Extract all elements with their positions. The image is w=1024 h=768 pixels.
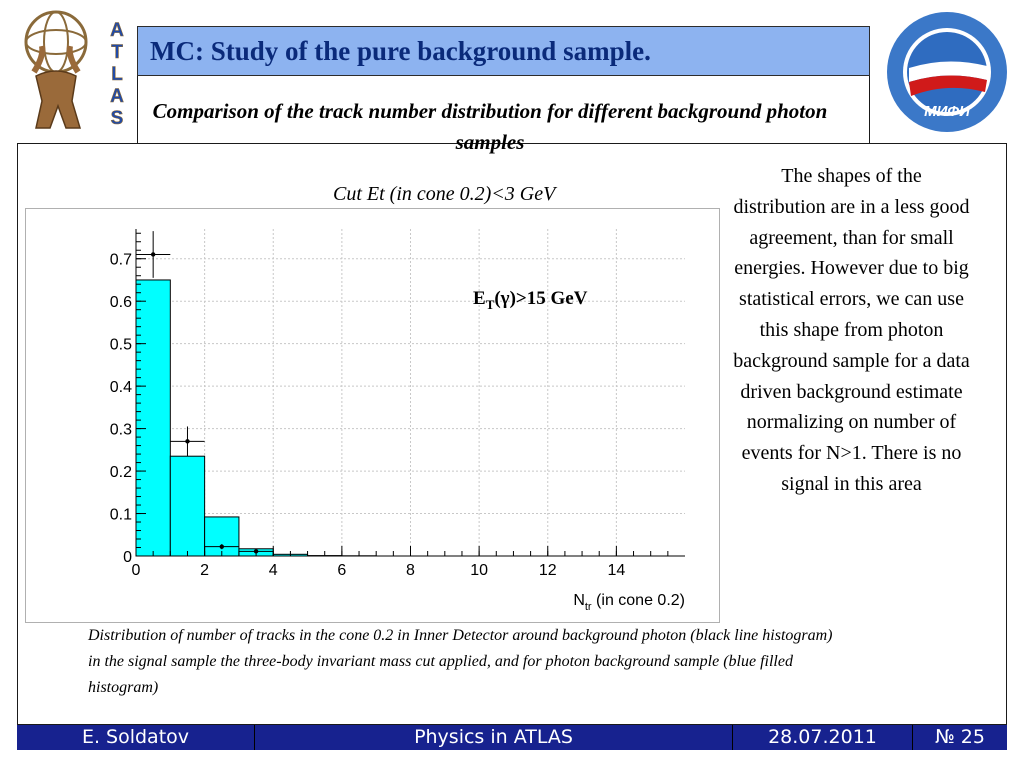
data-point [220, 544, 224, 548]
histogram-bar [136, 280, 170, 556]
mephi-logo-text: МИФИ [924, 103, 970, 120]
footer-event: Physics in ATLAS [255, 725, 733, 750]
x-tick-label: 12 [538, 562, 557, 579]
atlas-logo [14, 6, 132, 130]
x-tick-label: 14 [607, 562, 626, 579]
grid [136, 229, 685, 556]
footer-date: 28.07.2011 [733, 725, 913, 750]
figure-caption: Distribution of number of tracks in the cone 0.2 in Inner Detector around background photon (black line histogram) in the signal sample the three-body invariant mass cut applied, and for photon background sample (blue filled histogram) [88, 627, 833, 696]
footer-bar [17, 725, 1007, 750]
page-number: № 25 [935, 726, 985, 748]
x-tick-label: 6 [337, 562, 347, 579]
x-tick-label: 0 [131, 562, 141, 579]
x-tick-label: 8 [406, 562, 415, 579]
y-tick-label: 0 [123, 549, 132, 566]
footer-author: E. Soldatov [17, 725, 255, 750]
mephi-logo-graphic [883, 8, 1011, 138]
y-tick-label: 0.6 [109, 294, 132, 312]
atlas-logo-graphic [14, 6, 132, 130]
side-text: The shapes of the distribution are in a less good agreement, than for small energies. However due to big statistical errors, we can use this shape from photon background sample for a data driven background estimate normalizing on number of events for N>1. There is no signal in this area [733, 165, 970, 495]
histogram-bars [136, 280, 376, 556]
y-tick-label: 0.7 [109, 251, 132, 269]
histogram-plot [25, 208, 720, 623]
divider [869, 76, 870, 144]
divider [137, 76, 138, 144]
x-axis-label: $N_{tr}$ (in cone 0.2) [573, 592, 685, 613]
atlas-logo-letter: A [110, 20, 124, 41]
cut-label: Cut Et (in cone 0.2)<3 GeV [333, 183, 556, 205]
mephi-logo [883, 8, 1011, 138]
data-point [151, 252, 155, 256]
chart-annotation: $E_T(\gamma)>15$ GeV [473, 288, 588, 312]
title-bar [137, 26, 870, 76]
page-title: MC: Study of the pure background sample. [150, 36, 651, 66]
y-tick-label: 0.2 [109, 464, 132, 482]
y-tick-label: 0.4 [109, 379, 132, 397]
atlas-logo-letter: A [110, 86, 124, 107]
x-tick-label: 4 [268, 562, 278, 579]
x-tick-label: 2 [200, 562, 210, 579]
y-tick-label: 0.5 [109, 336, 132, 354]
y-tick-label: 0.3 [109, 421, 132, 439]
histogram-svg [26, 209, 719, 622]
histogram-bar [170, 456, 204, 556]
y-tick-label: 0.1 [109, 506, 132, 524]
atlas-logo-letter: L [111, 64, 123, 85]
x-tick-label: 10 [470, 562, 489, 579]
data-point [185, 439, 189, 443]
atlas-logo-letter: S [110, 108, 124, 129]
histogram-bar [205, 517, 239, 556]
slide-subtitle: Comparison of the track number distribution for different background photon samples [152, 99, 828, 154]
atlas-logo-letter: T [111, 42, 123, 63]
